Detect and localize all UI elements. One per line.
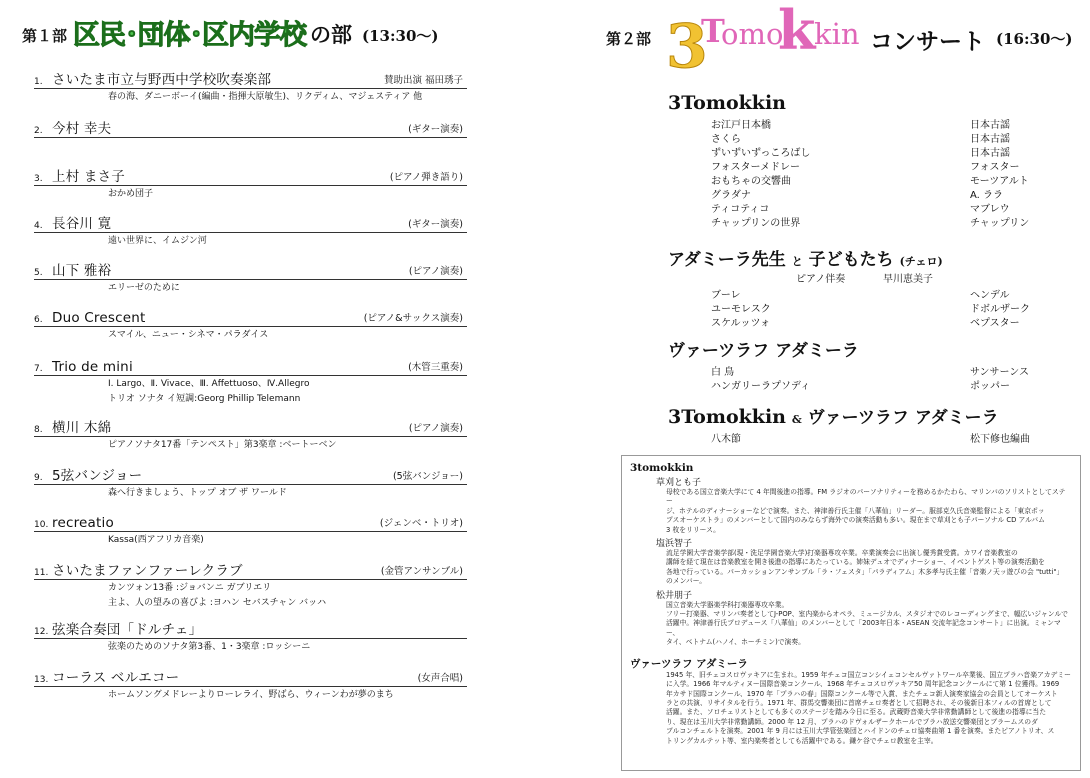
performance-category: (ギター演奏) bbox=[408, 124, 463, 135]
group-title-text: 3Tomokkin bbox=[668, 92, 786, 114]
piece-title: グラダナ bbox=[711, 190, 751, 201]
performer-name: recreatio bbox=[52, 515, 114, 531]
group-title bbox=[668, 245, 1068, 270]
performer-name: 今村 幸夫 bbox=[52, 121, 112, 137]
piece-composer: フォスター bbox=[970, 162, 1020, 173]
piece-title: ティコティコ bbox=[711, 204, 770, 215]
piece-row bbox=[668, 158, 1068, 172]
bio-text-line: 母校である国立音楽大学にて 4 年間後進の指導。FM ラジオのパーソナリティーを務めるかたわら、マリンバのソリストとしてステー bbox=[666, 488, 1066, 506]
piece-title: 八木節 bbox=[711, 434, 741, 445]
program-piece: おかめ団子 bbox=[108, 189, 154, 199]
bio-text-line: トリングカルテット等、室内楽奏者としても活躍中である。鎌ケ谷でチェロ教室を主宰。 bbox=[666, 736, 938, 745]
program-number: 4. bbox=[34, 221, 43, 231]
piece-composer: 松下修也編曲 bbox=[970, 434, 1030, 445]
bio-text-line: のメンバー。 bbox=[666, 577, 707, 586]
program-piece: 春の海、ダニーボーイ(編曲・指揮大原敏生)、リクディム、マジェスティア 他 bbox=[108, 92, 423, 102]
biography-box bbox=[621, 455, 1081, 771]
bio-text-line: ラとの共演、リサイタルを行う。1971 年、群馬交響楽団に首席チェロ奏者として招聘され、その後新日本フィルの首席として bbox=[666, 698, 1052, 707]
program-piece: Ⅰ. Largo、Ⅱ. Vivace、Ⅲ. Affettuoso、Ⅳ.Allegro bbox=[108, 379, 310, 389]
piece-row bbox=[668, 186, 1068, 200]
performance-category: (ピアノ弾き語り) bbox=[389, 172, 463, 183]
program-line bbox=[34, 309, 467, 327]
program-piece: 弦楽のためのソナタ第3番、1・3楽章 :ロッシーニ bbox=[108, 642, 311, 652]
program-item bbox=[34, 71, 467, 104]
program-line bbox=[34, 419, 467, 437]
logo-omo: omo bbox=[721, 17, 784, 51]
bio-person-name: 草刈とも子 bbox=[656, 478, 702, 488]
piece-row bbox=[668, 314, 1068, 328]
piece-composer: 日本古謡 bbox=[970, 148, 1010, 159]
program-line bbox=[34, 514, 467, 532]
part1-page bbox=[0, 0, 540, 778]
program-number: 6. bbox=[34, 315, 43, 325]
program-line bbox=[34, 562, 467, 580]
piece-title: おもちゃの交響曲 bbox=[711, 176, 791, 187]
program-item bbox=[34, 467, 467, 500]
bio-text-line: 流足学園大学音楽学部(現・洗足学園音楽大学)打楽器専攻卒業。卒業演奏会に出演し優秀賞受賞。カワイ音楽教室の bbox=[666, 549, 1018, 558]
bio-text-line: り、現在は玉川大学非常勤講師。2000 年 12 月、プラハのドヴォルザークホールでプラハ放送交響楽団とブラームスのダ bbox=[666, 717, 1038, 726]
bio-person-name: 塩浜智子 bbox=[656, 539, 693, 550]
piece-composer: ヘンデル bbox=[970, 290, 1010, 301]
bio-text-line: タイ、ベトナム(ハノイ、ホーチミン)で演奏。 bbox=[666, 638, 805, 647]
performer-name: さいたまファンファーレクラブ bbox=[52, 563, 243, 579]
group-rows bbox=[668, 363, 1068, 391]
group-title bbox=[668, 92, 1068, 114]
program-piece: 主よ、人の望みの喜びよ :ヨハン セバスチャン バッハ bbox=[108, 598, 327, 608]
program-number: 9. bbox=[34, 473, 43, 483]
program-line bbox=[34, 71, 467, 89]
program-piece: ピアノソナタ17番「テンペスト」第3楽章 :ベートーベン bbox=[108, 440, 337, 450]
program-piece: Kassa(西アフリカ音楽) bbox=[108, 535, 204, 545]
program-item bbox=[34, 621, 467, 654]
accompanist-row bbox=[668, 270, 1068, 284]
group-title-note: (チェロ) bbox=[899, 255, 943, 268]
program-piece: 森へ行きましょう、トップ オブ ザ ワールド bbox=[108, 488, 287, 498]
part1-title-suffix: の部 bbox=[310, 22, 353, 47]
program-line bbox=[34, 467, 467, 485]
program-number: 12. bbox=[34, 627, 49, 637]
piece-composer: A. ララ bbox=[970, 190, 1004, 201]
bio-text-line: 国立音楽大学器楽学科打楽器専攻卒業。 bbox=[666, 600, 789, 609]
part1-label: 第１部 bbox=[22, 27, 68, 45]
piece-row bbox=[668, 214, 1068, 228]
program-line bbox=[34, 120, 467, 138]
group-rows bbox=[668, 116, 1068, 228]
bio-person-name: 松井朋子 bbox=[656, 590, 693, 601]
group-title-a: アダミーラ先生 bbox=[668, 250, 786, 270]
performer-name: 横川 木綿 bbox=[52, 420, 112, 436]
performer-name: Trio de mini bbox=[52, 359, 133, 375]
piece-title: お江戸日本橋 bbox=[711, 120, 771, 131]
piece-composer: 日本古謡 bbox=[970, 120, 1010, 131]
group-title-amp: & bbox=[791, 413, 802, 426]
piece-row bbox=[668, 144, 1068, 158]
program-item bbox=[34, 562, 467, 610]
program-item bbox=[34, 262, 467, 295]
piece-composer: 日本古謡 bbox=[970, 134, 1010, 145]
piece-row bbox=[668, 130, 1068, 144]
program-line bbox=[34, 669, 467, 687]
program-number: 2. bbox=[34, 126, 43, 136]
piece-row bbox=[668, 363, 1068, 377]
performance-category: (木管三重奏) bbox=[408, 362, 463, 373]
logo-k: k bbox=[778, 0, 816, 62]
group-title bbox=[668, 403, 1068, 428]
logo-t: T bbox=[701, 12, 725, 50]
part2-header bbox=[606, 0, 1090, 82]
performance-category: (金管アンサンブル) bbox=[380, 566, 463, 577]
piece-composer: ドボルザーク bbox=[970, 304, 1030, 315]
piece-title: ずいずいずっころばし bbox=[711, 148, 811, 159]
piece-title: さくら bbox=[711, 134, 741, 145]
program-line bbox=[34, 621, 467, 639]
program-item bbox=[34, 669, 467, 702]
performance-category: (ジェンベ・トリオ) bbox=[379, 518, 463, 529]
bio-heading-adamira: ヴァーツラフ アダミーラ bbox=[630, 657, 748, 670]
piece-composer: モーツアルト bbox=[970, 176, 1029, 187]
piece-composer: サンサーンス bbox=[970, 367, 1029, 378]
accompanist-label: ピアノ伴奏 bbox=[796, 274, 846, 285]
bio-text-line: ブルコンチェルトを演奏。2001 年 9 月には玉川大学管弦楽団とハイドンのチェロ協奏曲第 1 番を演奏。またピアノトリオ、ス bbox=[666, 727, 1055, 736]
program-number: 11. bbox=[34, 568, 49, 578]
piece-row bbox=[668, 116, 1068, 130]
program-line bbox=[34, 215, 467, 233]
group-3tomokkin bbox=[668, 92, 1068, 228]
group-rows bbox=[668, 430, 1068, 444]
bio-text-line: フリー打楽器、マリンバ奏者としてJ-POP、室内楽からオペラ、ミュージカル、スタジオでのレコーディングまで、幅広いジャンルで bbox=[666, 610, 1068, 619]
part1-title: 区民･団体･区内学校 bbox=[73, 20, 307, 51]
piece-composer: チャップリン bbox=[970, 218, 1030, 229]
program-item bbox=[34, 309, 467, 342]
piece-row bbox=[668, 377, 1068, 391]
piece-row bbox=[668, 286, 1068, 300]
bio-text-line: プスオーケストラ」のメンバーとして国内のみならず海外での演奏活動も多い。現在まで草刈とも子パーソナル CD アルバム bbox=[666, 516, 1045, 525]
performance-category: (女声合唱) bbox=[417, 673, 463, 684]
program-item bbox=[34, 514, 467, 547]
program-item bbox=[34, 358, 467, 406]
program-number: 3. bbox=[34, 174, 43, 184]
program-line bbox=[34, 358, 467, 376]
piece-row bbox=[668, 200, 1068, 214]
group-joint bbox=[668, 403, 1068, 444]
performance-category: (ギター演奏) bbox=[408, 219, 463, 230]
piece-composer: ポッパー bbox=[970, 381, 1010, 392]
spacer bbox=[630, 648, 1072, 656]
part2-concert-title: コンサート bbox=[870, 29, 985, 55]
program-item bbox=[34, 120, 467, 138]
program-number: 7. bbox=[34, 364, 43, 374]
accompanist-name: 早川恵美子 bbox=[883, 274, 933, 285]
performance-category: (ピアノ演奏) bbox=[408, 266, 463, 277]
performance-category: 賛助出演 福田琇子 bbox=[383, 75, 463, 86]
part2-label: 第２部 bbox=[606, 30, 652, 48]
program-item bbox=[34, 168, 467, 201]
group-title bbox=[668, 336, 1068, 361]
program-piece: ホームソングメドレーよりローレライ、野ばら、ウィーンわが夢のまち bbox=[108, 690, 394, 700]
performer-name: 5弦バンジョー bbox=[52, 468, 143, 484]
bio-text-line: 各地で行っている。パーカッションアンサンブル「ラ・フェスタ」「パラディアム」木多孝与氏主催「音楽ノ天ッ遊びの会 "tutti"」 bbox=[666, 567, 1064, 576]
logo-3: 3 bbox=[666, 12, 708, 82]
piece-title: チャップリンの世界 bbox=[711, 218, 801, 229]
program-line bbox=[34, 262, 467, 280]
bio-text-line: ジ、ホテルのディナーショーなどで演奏。また、神津善行氏主催「八華仙」リーダー。服部克久氏音楽監督による「東京ポッ bbox=[666, 506, 1045, 515]
bio-text-line: 活躍。また、ソロチェリストとしても多くのステージを踏み今日に至る。武蔵野音楽大学非常勤講師として後進の指導に当た bbox=[666, 708, 1047, 717]
group-title-amp: と bbox=[791, 255, 803, 268]
performer-name: コーラス ベルエコー bbox=[52, 670, 180, 686]
program-piece: トリオ ソナタ イ短調:Georg Phillip Telemann bbox=[108, 394, 301, 404]
group-adamira-children bbox=[668, 245, 1068, 328]
performer-name: Duo Crescent bbox=[52, 310, 146, 326]
program-piece: 遠い世界に、イムジン河 bbox=[108, 236, 207, 246]
program-piece: エリーゼのために bbox=[108, 283, 180, 293]
group-title-b: ヴァーツラフ アダミーラ bbox=[807, 408, 999, 428]
piece-title: 白 鳥 bbox=[711, 367, 735, 378]
program-item bbox=[34, 419, 467, 452]
logo-kin: kin bbox=[814, 17, 860, 51]
bio-adamira-text bbox=[630, 671, 1072, 746]
bio-text-line: 講師を経て現在は音楽教室を開き後進の指導にあたっている。姉妹デュオでディナーショー、イベントゲスト等の演奏活動を bbox=[666, 558, 1045, 567]
performance-category: (ピアノ&サックス演奏) bbox=[363, 313, 463, 324]
piece-title: ブーレ bbox=[711, 290, 741, 301]
program-item bbox=[34, 215, 467, 248]
bio-heading-3tomokkin: 3tomokkin bbox=[630, 462, 694, 474]
program-number: 1. bbox=[34, 77, 43, 87]
performer-name: さいたま市立与野西中学校吹奏楽部 bbox=[52, 72, 272, 88]
performance-category: (ピアノ演奏) bbox=[408, 423, 463, 434]
group-title-b: 子どもたち bbox=[808, 250, 894, 270]
piece-row bbox=[668, 172, 1068, 186]
piece-composer: マブレウ bbox=[970, 204, 1010, 215]
piece-composer: ベプスター bbox=[970, 318, 1020, 329]
program-number: 8. bbox=[34, 425, 43, 435]
program-number: 13. bbox=[34, 675, 49, 685]
piece-title: スケルッツォ bbox=[711, 318, 771, 329]
performer-name: 上村 まさ子 bbox=[52, 169, 125, 185]
group-title-a: 3Tomokkin bbox=[668, 406, 786, 428]
program-piece: スマイル、ニュー・シネマ・パラダイス bbox=[108, 330, 269, 340]
piece-title: ユーモレスク bbox=[711, 304, 771, 315]
program-line bbox=[34, 168, 467, 186]
piece-row bbox=[668, 300, 1068, 314]
program-number: 5. bbox=[34, 268, 43, 278]
piece-row bbox=[668, 430, 1068, 444]
part1-time: (13:30～) bbox=[362, 27, 439, 45]
part1-header bbox=[22, 8, 439, 52]
bio-people bbox=[630, 475, 1072, 648]
bio-text-line: 1945 年、旧チェコスロヴァキアに生まれ。1959 年チェコ国立コンシイェコンセルヴァトワール卒業後、国立プラハ音楽アカデミー bbox=[666, 670, 1071, 679]
piece-title: フォスターメドレー bbox=[711, 162, 800, 173]
bio-text-line: 年カサド国際コンクール、1970 年「プラハの春」国際コンクール等で入賞、またチェコ新人演奏家協会の会員としてオーケスト bbox=[666, 689, 1058, 698]
performer-name: 長谷川 寛 bbox=[52, 216, 112, 232]
group-vaclav-adamira bbox=[668, 336, 1068, 391]
bio-text-line: に入学。1966 年マルティヌー国際音楽コンクール、1968 年チェコスロヴァキア50 周年記念コンクールにて第 1 位獲得。1969 bbox=[666, 680, 1060, 689]
part2-time: (16:30～) bbox=[996, 30, 1073, 48]
bio-text-line: 活躍中。神津善行氏プロデュース「八華仙」のメンバーとして「2003年日本・ASEAN 交流年記念コンサート」に出演。ミャンマー、 bbox=[666, 619, 1061, 637]
group-rows bbox=[668, 286, 1068, 328]
program-number: 10. bbox=[34, 520, 49, 530]
performer-name: 弦楽合奏団「ドルチェ」 bbox=[52, 622, 203, 638]
performer-name: 山下 雅裕 bbox=[52, 263, 112, 279]
group-title-text: ヴァーツラフ アダミーラ bbox=[668, 341, 859, 361]
performance-category: (5弦バンジョー) bbox=[392, 471, 463, 482]
program-piece: カンツォン13番 :ジョバンニ ガブリエリ bbox=[108, 583, 272, 593]
bio-text-line: 3 枚をリリース。 bbox=[666, 525, 720, 534]
piece-title: ハンガリーラプソディ bbox=[711, 381, 811, 392]
